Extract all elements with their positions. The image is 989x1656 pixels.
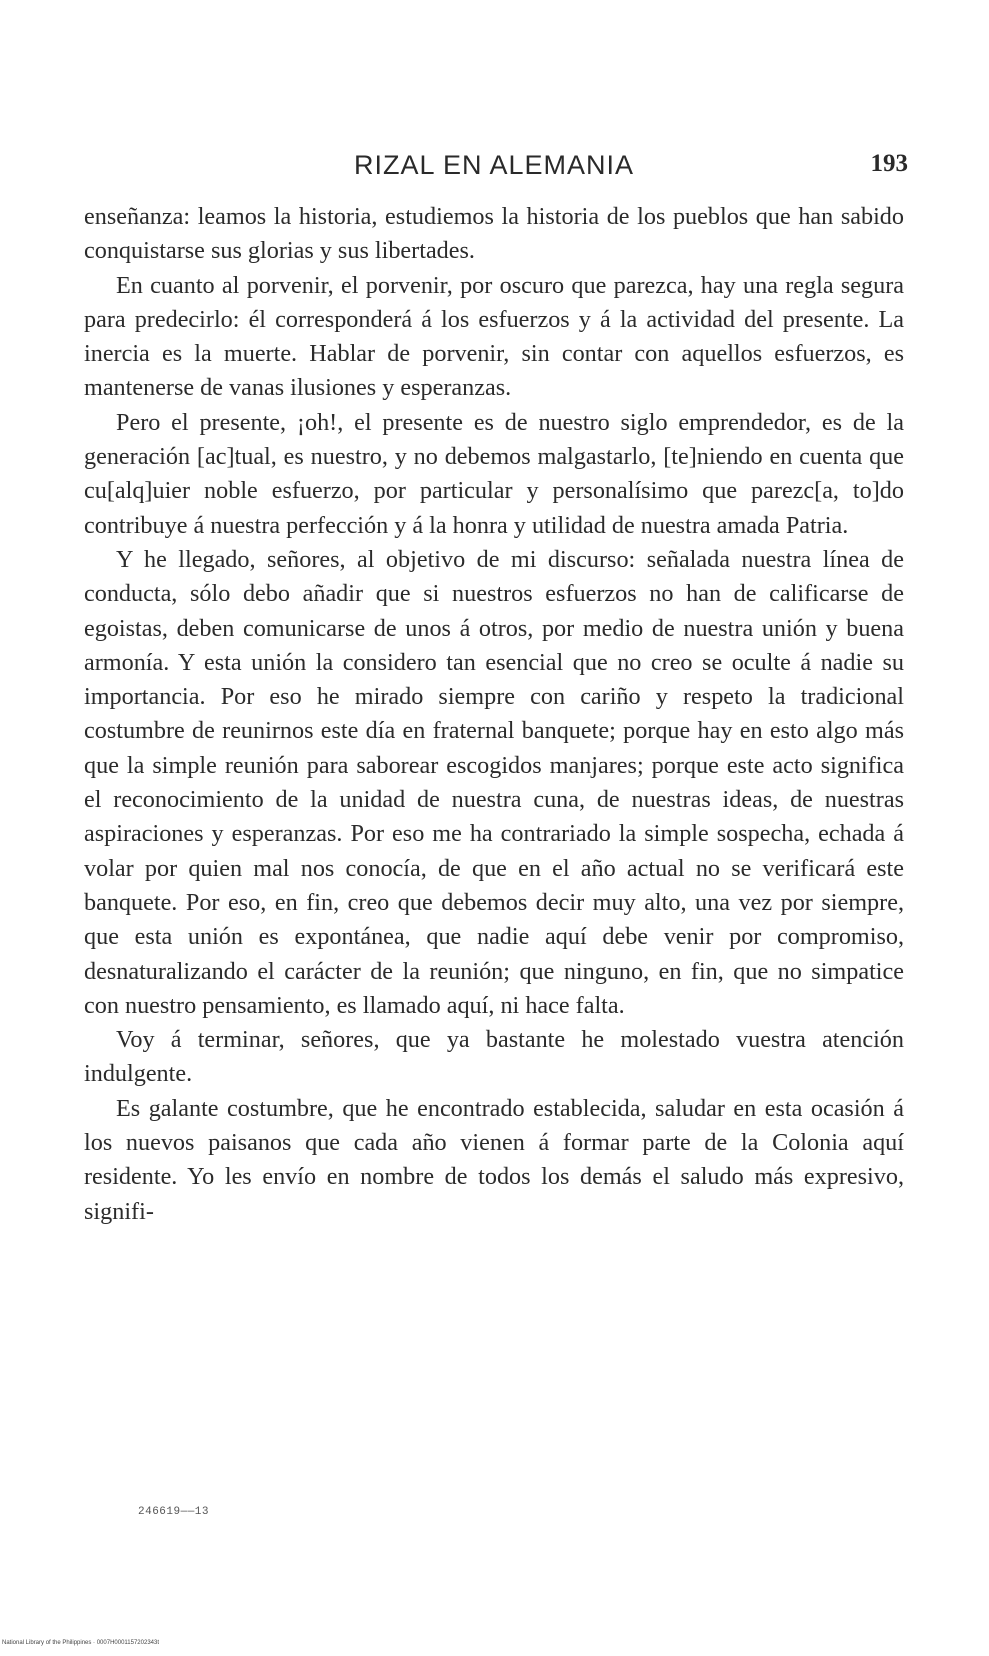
running-head <box>84 150 908 190</box>
paragraph-terminar: Voy á terminar, señores, que ya bastante he molestado vuestra atención indulgente. <box>84 1026 904 1088</box>
paragraph-presente: Pero el presente, ¡oh!, el presente es de nuestro siglo emprendedor, es de la generación [ac]tual, es nuestro, y no debemos malgastarlo, [te]niendo en cuenta que cu[alq]uier noble esfuerzo, por particular y personalísimo que parezc[a, to]do contribuye á nuestra perfección y á la honra y utilidad de nuestra amada Patria. <box>84 408 904 539</box>
paragraph-continuation: enseñanza: leamos la historia, estudiemos la historia de los pueblos que han sabido conquistarse sus glorias y sus libertades. <box>84 203 904 265</box>
paragraph-saludo: Es galante costumbre, que he encontrado establecida, saludar en esta ocasión á los nuevos paisanos que cada año vienen á formar parte de la Colonia aquí residente. Yo les envío en nombre de todos los demás el saludo más expresivo, signifi- <box>84 1094 904 1225</box>
paragraph-union: Y he llegado, señores, al objetivo de mi discurso: señalada nuestra línea de conducta, sólo debo añadir que si nuestros esfuerzos no han de calificarse de egoistas, deben comunicarse de unos á otros, por medio de nuestra unión y buena armonía. Y esta unión la considero tan esencial que no creo se oculte á nadie su importancia. Por eso he mirado siempre con cariño y respeto la tradicional costumbre de reunirnos este día en fraternal banquete; porque hay en esto algo más que la simple reunión para saborear escogidos manjares; porque este acto significa el reconocimiento de la unidad de nuestra cuna, de nuestras ideas, de nuestras aspiraciones y esperanzas. Por eso me ha contrariado la simple sospecha, echada á volar por quien mal nos conocía, de que en el año actual no se verificará este banquete. Por eso, en fin, creo que debemos decir muy alto, una vez por siempre, que esta unión es expontánea, que nadie aquí debe venir por compromiso, desnaturalizando el carácter de la reunión; que ninguno, en fin, que no simpatice con nuestro pensamiento, es llamado aquí, ni hace falta. <box>84 545 904 1019</box>
page-number: 193 <box>870 150 908 177</box>
body-text <box>84 200 904 1229</box>
printer-signature-mark: 246619——13 <box>138 1506 210 1518</box>
scan-credit-footer: National Library of the Philippines · 0007H0001157202343t <box>2 1640 159 1646</box>
running-title: RIZAL EN ALEMANIA <box>353 150 635 180</box>
paragraph-porvenir: En cuanto al porvenir, el porvenir, por oscuro que parezca, hay una regla segura para predecirlo: él corresponderá á los esfuerzos y á la actividad del presente. La inercia es la muerte. Hablar de porvenir, sin contar con aquellos esfuerzos, es mantenerse de vanas ilusiones y esperanzas. <box>84 271 904 402</box>
